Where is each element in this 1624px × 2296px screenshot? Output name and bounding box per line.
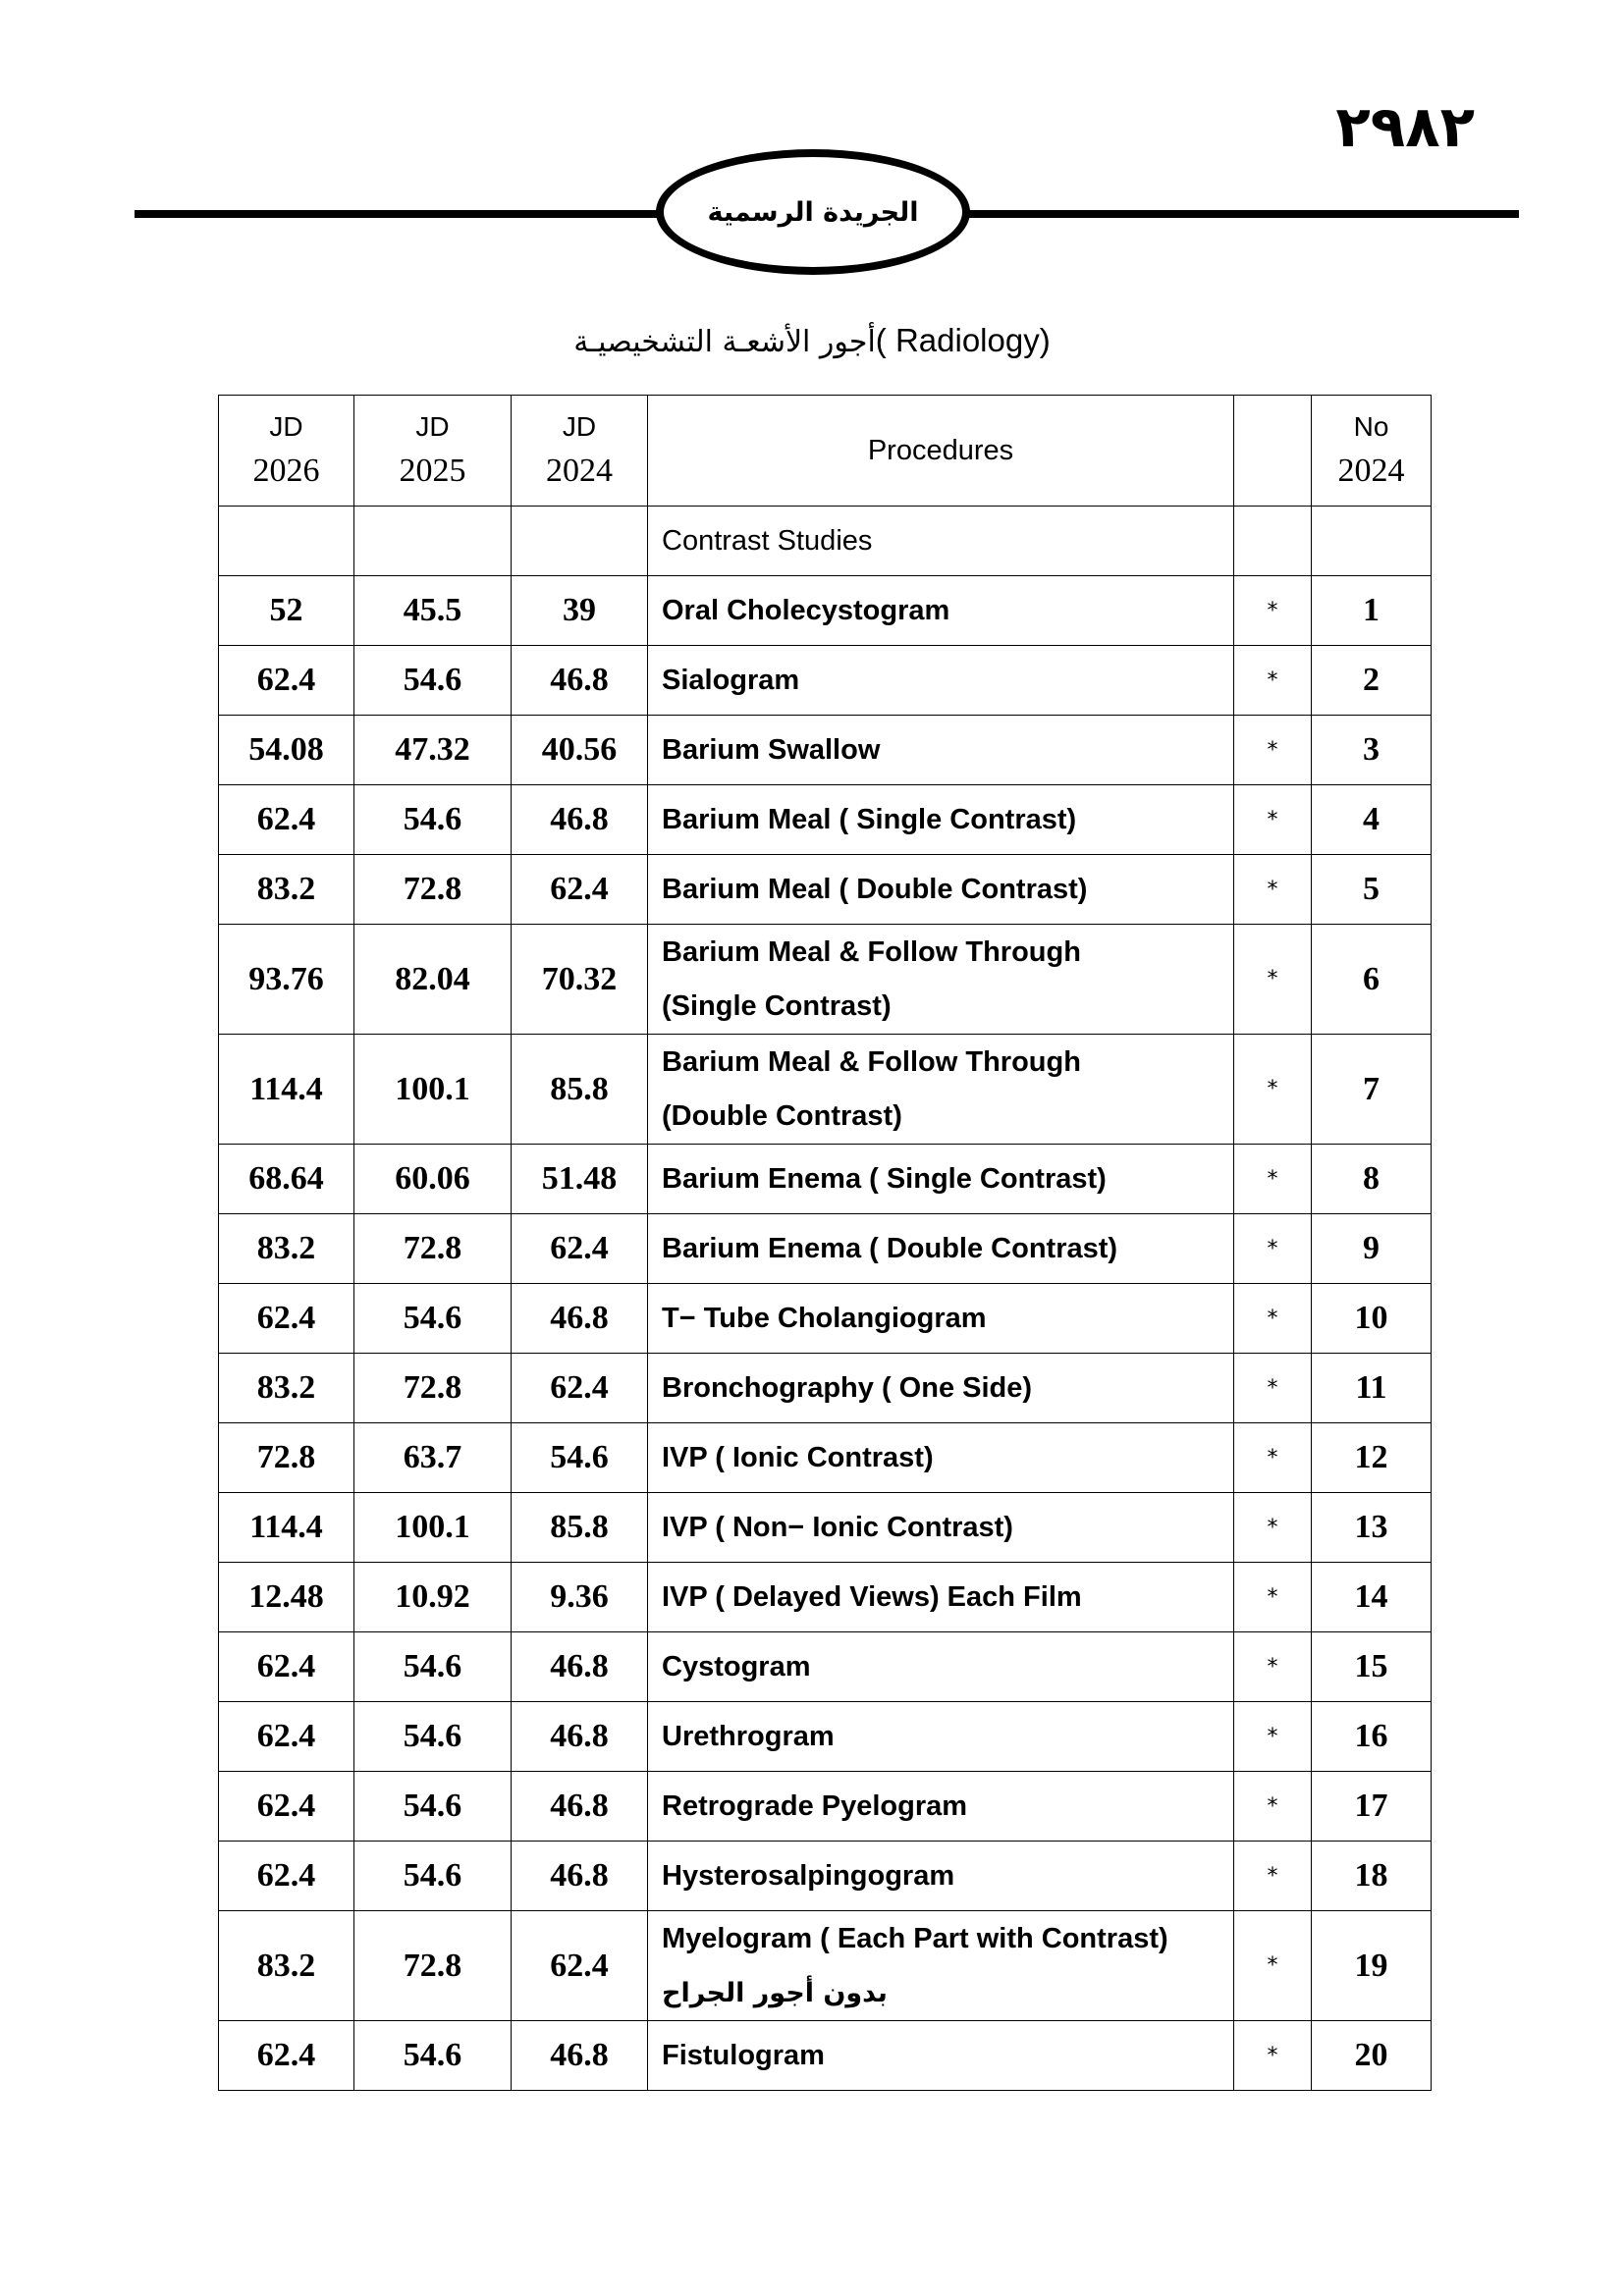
procedure-name (648, 1842, 1234, 1911)
table-row (219, 925, 1432, 1035)
table-row (219, 1702, 1432, 1772)
fee-2024: 46.8 (512, 1632, 648, 1702)
row-number: 2 (1312, 646, 1432, 716)
row-number: 18 (1312, 1842, 1432, 1911)
empty-cell (354, 507, 512, 576)
fee-2026: 62.4 (219, 1702, 354, 1772)
empty-cell (219, 507, 354, 576)
procedure-line: IVP ( Ionic Contrast) (662, 1441, 934, 1473)
procedure-line: Myelogram ( Each Part with Contrast) (662, 1922, 1168, 1954)
table-row (219, 785, 1432, 855)
row-number: 11 (1312, 1354, 1432, 1423)
fee-2024: 51.48 (512, 1145, 648, 1214)
fee-2026: 83.2 (219, 1214, 354, 1284)
fee-2026: 83.2 (219, 855, 354, 925)
fee-2024: 46.8 (512, 1702, 648, 1772)
fee-2026: 68.64 (219, 1145, 354, 1214)
row-mark: * (1234, 2021, 1312, 2091)
fee-2024: 40.56 (512, 716, 648, 785)
row-number: 1 (1312, 576, 1432, 646)
procedure-line: Barium Meal ( Double Contrast) (662, 873, 1088, 905)
row-mark: * (1234, 1842, 1312, 1911)
fee-2024: 62.4 (512, 1354, 648, 1423)
fee-2026: 62.4 (219, 1842, 354, 1911)
procedure-line: Oral Cholecystogram (662, 594, 950, 626)
fee-2025: 72.8 (354, 1214, 512, 1284)
fee-2024: 62.4 (512, 1214, 648, 1284)
fee-2026: 83.2 (219, 1911, 354, 2021)
row-number: 16 (1312, 1702, 1432, 1772)
header-currency: JD (562, 411, 597, 442)
row-mark: * (1234, 1772, 1312, 1842)
fee-2024: 46.8 (512, 1772, 648, 1842)
procedure-line: Retrograde Pyelogram (662, 1789, 968, 1822)
table-row (219, 1632, 1432, 1702)
fee-2024: 85.8 (512, 1493, 648, 1563)
row-mark: * (1234, 1035, 1312, 1145)
row-number: 10 (1312, 1284, 1432, 1354)
procedure-name (648, 1772, 1234, 1842)
row-number: 6 (1312, 925, 1432, 1035)
header-procedures: Procedures (648, 396, 1234, 507)
procedure-name (648, 1423, 1234, 1493)
row-number: 7 (1312, 1035, 1432, 1145)
table-title (0, 322, 1624, 359)
fee-2024: 62.4 (512, 1911, 648, 2021)
row-mark: * (1234, 576, 1312, 646)
fee-2025: 45.5 (354, 576, 512, 646)
row-number: 13 (1312, 1493, 1432, 1563)
procedure-line: بدون أجور الجراح (662, 1977, 888, 2008)
table-row (219, 1563, 1432, 1632)
procedure-name (648, 1145, 1234, 1214)
fee-2024: 54.6 (512, 1423, 648, 1493)
header-currency: JD (415, 411, 450, 442)
header-no (1312, 396, 1432, 507)
procedure-name (648, 1563, 1234, 1632)
header-jd-2024 (512, 396, 648, 507)
fee-2025: 54.6 (354, 646, 512, 716)
procedure-line: Fistulogram (662, 2039, 825, 2071)
header-row (219, 396, 1432, 507)
procedure-line: (Double Contrast) (662, 1099, 902, 1132)
fee-2025: 54.6 (354, 1632, 512, 1702)
page-number: ٢٩٨٢ (1335, 93, 1475, 160)
fee-2024: 39 (512, 576, 648, 646)
fee-2024: 85.8 (512, 1035, 648, 1145)
fee-2026: 62.4 (219, 1632, 354, 1702)
procedure-name (648, 855, 1234, 925)
procedure-name (648, 646, 1234, 716)
row-number: 12 (1312, 1423, 1432, 1493)
procedure-line: Hysterosalpingogram (662, 1859, 955, 1892)
procedure-name (648, 1354, 1234, 1423)
fee-2024: 46.8 (512, 785, 648, 855)
procedure-name (648, 1035, 1234, 1145)
table-row (219, 1145, 1432, 1214)
procedure-line: (Single Contrast) (662, 989, 892, 1022)
fee-2026: 93.76 (219, 925, 354, 1035)
header-year: 2026 (252, 453, 320, 489)
fee-2025: 72.8 (354, 855, 512, 925)
header-mark (1234, 396, 1312, 507)
procedure-line: Bronchography ( One Side) (662, 1371, 1033, 1404)
fee-2024: 70.32 (512, 925, 648, 1035)
table-title-english: ( Radiology) (875, 322, 1051, 358)
row-mark: * (1234, 1702, 1312, 1772)
fee-2026: 62.4 (219, 785, 354, 855)
fee-2026: 72.8 (219, 1423, 354, 1493)
row-mark: * (1234, 1563, 1312, 1632)
fee-2026: 83.2 (219, 1354, 354, 1423)
fee-2026: 52 (219, 576, 354, 646)
fee-2025: 10.92 (354, 1563, 512, 1632)
row-number: 8 (1312, 1145, 1432, 1214)
fee-2025: 100.1 (354, 1493, 512, 1563)
header-currency: JD (269, 411, 303, 442)
row-mark: * (1234, 716, 1312, 785)
row-number: 3 (1312, 716, 1432, 785)
table-row (219, 576, 1432, 646)
procedure-line: T− Tube Cholangiogram (662, 1302, 987, 1334)
header-no-label: No (1353, 411, 1389, 442)
row-mark: * (1234, 1214, 1312, 1284)
table-row (219, 855, 1432, 925)
procedure-name (648, 1632, 1234, 1702)
row-mark: * (1234, 855, 1312, 925)
procedure-name (648, 1702, 1234, 1772)
fee-2024: 9.36 (512, 1563, 648, 1632)
fee-2025: 54.6 (354, 1702, 512, 1772)
fee-2026: 62.4 (219, 1772, 354, 1842)
row-mark: * (1234, 1911, 1312, 2021)
procedure-line: Barium Swallow (662, 733, 881, 766)
fee-2025: 54.6 (354, 1842, 512, 1911)
table-row (219, 646, 1432, 716)
fee-2025: 60.06 (354, 1145, 512, 1214)
fee-2024: 62.4 (512, 855, 648, 925)
gazette-emblem (656, 149, 970, 275)
section-label: Contrast Studies (648, 507, 1234, 576)
row-number: 17 (1312, 1772, 1432, 1842)
gazette-name: الجريدة الرسمية (707, 196, 919, 228)
empty-cell (1312, 507, 1432, 576)
row-mark: * (1234, 1354, 1312, 1423)
row-number: 4 (1312, 785, 1432, 855)
procedure-line: Urethrogram (662, 1720, 835, 1752)
procedure-line: Barium Enema ( Double Contrast) (662, 1232, 1118, 1264)
fee-2025: 54.6 (354, 1772, 512, 1842)
header-year: 2025 (399, 453, 466, 489)
procedure-name (648, 1214, 1234, 1284)
procedure-name (648, 576, 1234, 646)
row-mark: * (1234, 1632, 1312, 1702)
fee-2025: 63.7 (354, 1423, 512, 1493)
table-row (219, 2021, 1432, 2091)
fee-2024: 46.8 (512, 2021, 648, 2091)
procedure-name (648, 2021, 1234, 2091)
procedure-line: Barium Enema ( Single Contrast) (662, 1162, 1107, 1195)
procedure-line: Barium Meal & Follow Through (662, 1045, 1081, 1078)
table-row (219, 1493, 1432, 1563)
row-mark: * (1234, 1284, 1312, 1354)
header-jd-2025 (354, 396, 512, 507)
section-row (219, 507, 1432, 576)
header-year: 2024 (1337, 453, 1405, 489)
table-row (219, 1842, 1432, 1911)
row-number: 20 (1312, 2021, 1432, 2091)
fee-2026: 62.4 (219, 646, 354, 716)
fee-2026: 54.08 (219, 716, 354, 785)
procedure-name (648, 1284, 1234, 1354)
procedure-line: IVP ( Delayed Views) Each Film (662, 1580, 1082, 1613)
empty-cell (1234, 507, 1312, 576)
header-jd-2026 (219, 396, 354, 507)
procedure-line: IVP ( Non− Ionic Contrast) (662, 1511, 1013, 1543)
fee-2024: 46.8 (512, 1284, 648, 1354)
table-row (219, 1423, 1432, 1493)
procedure-name (648, 1911, 1234, 2021)
row-number: 15 (1312, 1632, 1432, 1702)
fee-2025: 72.8 (354, 1911, 512, 2021)
row-mark: * (1234, 1493, 1312, 1563)
procedure-line: Barium Meal & Follow Through (662, 935, 1081, 968)
fee-2025: 54.6 (354, 1284, 512, 1354)
procedure-line: Barium Meal ( Single Contrast) (662, 803, 1077, 835)
fee-2025: 54.6 (354, 785, 512, 855)
fee-2025: 82.04 (354, 925, 512, 1035)
row-number: 19 (1312, 1911, 1432, 2021)
row-mark: * (1234, 1423, 1312, 1493)
table-row (219, 1035, 1432, 1145)
procedure-name (648, 716, 1234, 785)
procedure-line: Cystogram (662, 1650, 811, 1682)
empty-cell (512, 507, 648, 576)
procedure-name (648, 925, 1234, 1035)
fee-2024: 46.8 (512, 646, 648, 716)
row-number: 9 (1312, 1214, 1432, 1284)
row-mark: * (1234, 646, 1312, 716)
fee-2024: 46.8 (512, 1842, 648, 1911)
row-mark: * (1234, 925, 1312, 1035)
fee-2025: 100.1 (354, 1035, 512, 1145)
table-row (219, 1911, 1432, 2021)
table-row (219, 1772, 1432, 1842)
row-mark: * (1234, 1145, 1312, 1214)
table-row (219, 716, 1432, 785)
procedure-name (648, 1493, 1234, 1563)
procedure-line: Sialogram (662, 664, 800, 696)
row-number: 5 (1312, 855, 1432, 925)
fee-2026: 114.4 (219, 1035, 354, 1145)
radiology-fees-table (218, 395, 1432, 2091)
row-mark: * (1234, 785, 1312, 855)
fee-2026: 114.4 (219, 1493, 354, 1563)
fee-2026: 12.48 (219, 1563, 354, 1632)
fee-2025: 72.8 (354, 1354, 512, 1423)
table-row (219, 1284, 1432, 1354)
row-number: 14 (1312, 1563, 1432, 1632)
fee-2025: 54.6 (354, 2021, 512, 2091)
fee-2025: 47.32 (354, 716, 512, 785)
fee-2026: 62.4 (219, 1284, 354, 1354)
header-year: 2024 (546, 453, 613, 489)
procedure-name (648, 785, 1234, 855)
table-row (219, 1354, 1432, 1423)
table-row (219, 1214, 1432, 1284)
fee-2026: 62.4 (219, 2021, 354, 2091)
table-title-arabic: أجور الأشعـة التشخيصيـة (573, 325, 876, 359)
